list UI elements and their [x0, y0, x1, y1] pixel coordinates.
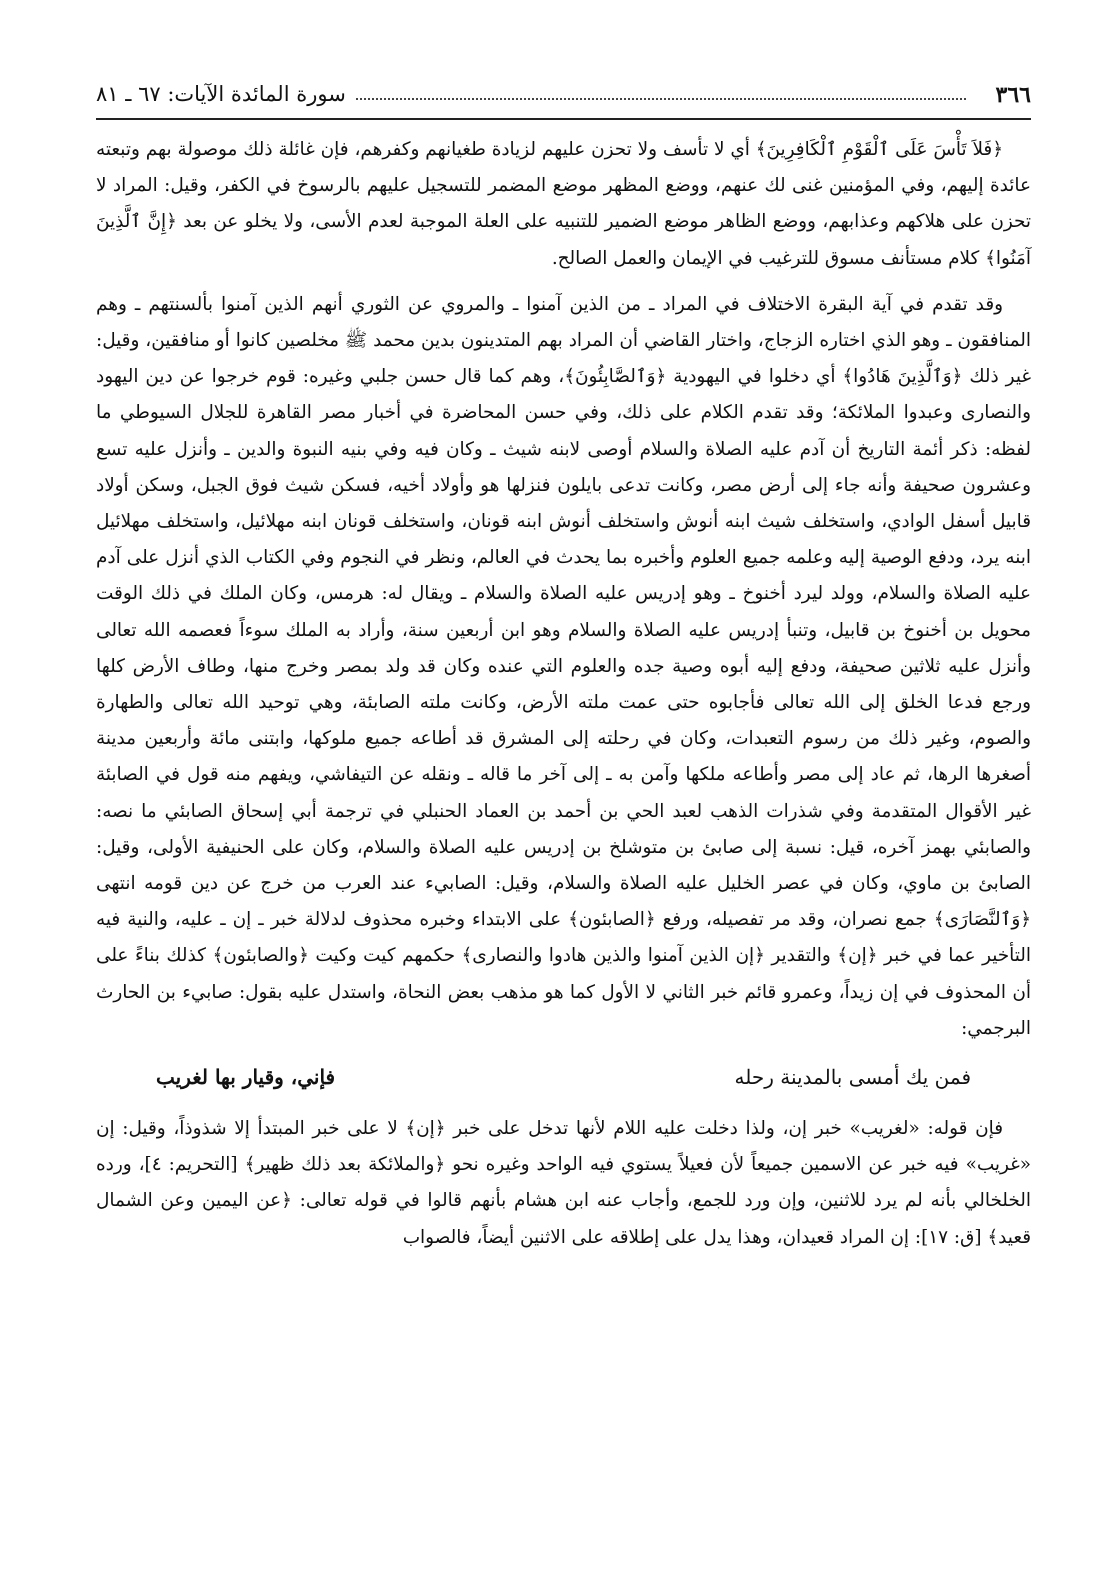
paragraph-1: ﴿فَلاَ تَأْسَ عَلَى ٱلْقَوْمِ ٱلْكَافِرِينَ﴾ أي لا تأسف ولا تحزن عليهم لزيادة طغيانهم وكفرهم، فإن غائلة ذلك موصولة بهم وتبعته عائدة إليهم، وفي المؤمنين غنى لك عنهم، ووضع المظهر موضع المضمر للتسجيل عليهم بالرسوخ في الكفر، وقيل: المراد لا تحزن على هلاكهم وعذابهم، ووضع الظاهر موضع الضمير للتنبيه على العلة الموجبة لعدم الأسى، ولا يخلو عن بعد ﴿إِنَّ ٱلَّذِينَ آمَنُوا﴾ كلام مستأنف مسوق للترغيب في الإيمان والعمل الصالح. — [96, 139, 1031, 269]
poem-verse — [96, 1057, 1031, 1107]
page-header — [96, 80, 1031, 120]
header-title: سورة المائدة الآيات: ٦٧ ـ ٨١ — [96, 82, 346, 106]
document-page — [96, 80, 1031, 1550]
page-content — [96, 132, 1031, 1256]
poem-first-half: فمن يك أمسى بالمدينة رحله — [734, 1065, 971, 1090]
paragraph-3: فإن قوله: «لغريب» خبر إن، ولذا دخلت عليه اللام لأنها تدخل على خبر ﴿إن﴾ لا على خبر المبتدأ إلا شذوذاً، وقيل: إن «غريب» فيه خبر عن الاسمين جميعاً لأن فعيلاً يستوي فيه الواحد وغيره نحو ﴿والملائكة بعد ذلك ظهير﴾ [التحريم: ٤]، ورده الخلخالي بأنه لم يرد للاثنين، وإن ورد للجمع، وأجاب عنه ابن هشام بأنهم قالوا في قوله تعالى: ﴿عن اليمين وعن الشمال قعيد﴾ [ق: ١٧]: إن المراد قعيدان، وهذا يدل على إطلاقه على الاثنين أيضاً، فالصواب — [96, 1118, 1032, 1248]
paragraph-2: وقد تقدم في آية البقرة الاختلاف في المراد ـ من الذين آمنوا ـ والمروي عن الثوري أنهم الذين آمنوا بألسنتهم ـ وهم المنافقون ـ وهو الذي اختاره الزجاج، واختار القاضي أن المراد بهم المتدينون بدين محمد ﷺ مخلصين كانوا أو منافقين، وقيل: غير ذلك ﴿وَٱلَّذِينَ هَادُوا﴾ أي دخلوا في اليهودية ﴿وَٱلصَّابِئُونَ﴾، وهم كما قال حسن جلبي وغيره: قوم خرجوا عن دين اليهود والنصارى وعبدوا الملائكة؛ وقد تقدم الكلام على ذلك، وفي حسن المحاضرة في أخبار مصر القاهرة للجلال السيوطي ما لفظه: ذكر أئمة التاريخ أن آدم عليه الصلاة والسلام أوصى لابنه شيث ـ وكان فيه وفي بنيه النبوة والدين ـ وأنزل عليه تسع وعشرون صحيفة وأنه جاء إلى أرض مصر، وكانت تدعى بايلون فنزلها هو وأولاد أخيه، فسكن شيث فوق الجبل، وسكن أولاد قابيل أسفل الوادي، واستخلف شيث ابنه أنوش واستخلف أنوش ابنه قونان، واستخلف قونان ابنه مهلائيل، واستخلف مهلائيل ابنه يرد، ودفع الوصية إليه وعلمه جميع العلوم وأخبره بما يحدث في العالم، ونظر في النجوم وفي الكتاب الذي أنزل على آدم عليه الصلاة والسلام، وولد ليرد أخنوخ ـ وهو إدريس عليه الصلاة والسلام ـ ويقال له: هرمس، وكان الملك في ذلك الوقت محويل بن أخنوخ بن قابيل، وتنبأ إدريس عليه الصلاة والسلام وهو ابن أربعين سنة، وأراد به الملك سوءاً فعصمه الله تعالى وأنزل عليه ثلاثين صحيفة، ودفع إليه أبوه وصية جده والعلوم التي عنده وكان قد ولد بمصر وخرج منها، وطاف الأرض كلها ورجع فدعا الخلق إلى الله تعالى فأجابوه حتى عمت ملته الأرض، وكانت ملته الصابئة، وهي توحيد الله تعالى والطهارة والصوم، وغير ذلك من رسوم التعبدات، وكان في رحلته إلى المشرق قد أطاعه جميع ملوكها، وابتنى مائة وأربعين مدينة أصغرها الرها، ثم عاد إلى مصر وأطاعه ملكها وآمن به ـ إلى آخر ما قاله ـ ونقله عن التيفاشي، ويفهم منه قول في الصابئة غير الأقوال المتقدمة وفي شذرات الذهب لعبد الحي بن أحمد بن العماد الحنبلي في ترجمة أبي إسحاق الصابئي ما نصه: والصابئي بهمز آخره، قيل: نسبة إلى صابئ بن متوشلخ بن إدريس عليه الصلاة والسلام، وكان على الحنيفية الأولى، وقيل: الصابئ بن ماوي، وكان في عصر الخليل عليه الصلاة والسلام، وقيل: الصابيء عند العرب من خرج عن دين قومه انتهى ﴿وَٱلنَّصَارَى﴾ جمع نصران، وقد مر تفصيله، ورفع ﴿الصابئون﴾ على الابتداء وخبره محذوف لدلالة خبر ـ إن ـ عليه، والنية فيه التأخير عما في خبر ﴿إن﴾ والتقدير ﴿إن الذين آمنوا والذين هادوا والنصارى﴾ حكمهم كيت وكيت ﴿والصابئون﴾ كذلك بناءً على أن المحذوف في إن زيداً، وعمرو قائم خبر الثاني لا الأول كما هو مذهب بعض النحاة، واستدل عليه بقول: صابيء بن الحارث البرجمي: — [96, 293, 1032, 1039]
page-number: ٣٦٦ — [995, 82, 1031, 108]
header-dotted-leader — [356, 98, 966, 100]
poem-second-half: فإني، وقيار بها لغريب — [156, 1065, 336, 1090]
